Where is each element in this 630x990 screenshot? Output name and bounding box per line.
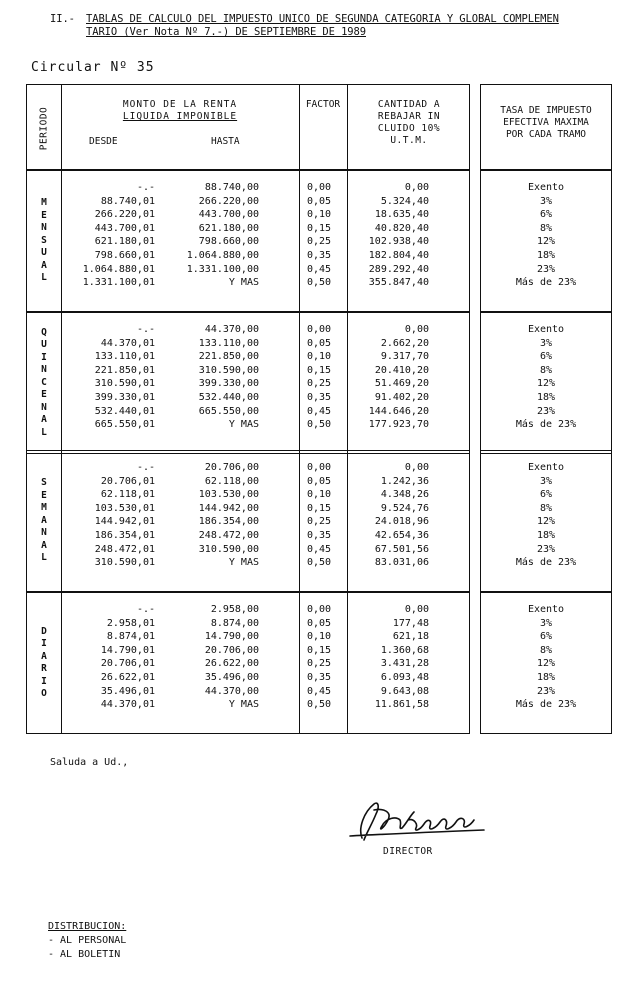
hasta-cell: 88.740,00 xyxy=(204,182,259,193)
hasta-cell: 8.874,00 xyxy=(210,617,259,629)
cantidad-cell: 182.804,40 xyxy=(368,249,429,261)
hasta-cell: 310.590,00 xyxy=(198,364,259,376)
desde-cell: 103.530,01 xyxy=(94,502,155,514)
tasa-cell: 23% xyxy=(536,685,556,697)
hasta-cell: 44.370,00 xyxy=(204,324,259,335)
cantidad-cell: 289.292,40 xyxy=(368,263,429,275)
desde-cell: -.- xyxy=(136,182,155,193)
factor-cell: 0,35 xyxy=(306,529,332,541)
distribution-item: - AL PERSONAL xyxy=(48,935,127,946)
table-row xyxy=(61,263,469,277)
hasta-header: HASTA xyxy=(211,136,240,147)
cantidad-cell: 0,00 xyxy=(404,604,429,615)
cantidad-cell: 67.501,56 xyxy=(374,543,429,555)
table-row xyxy=(61,556,469,570)
desde-header: DESDE xyxy=(89,136,118,147)
circular-number: Circular Nº 35 xyxy=(31,60,155,75)
hasta-cell: 35.496,00 xyxy=(204,671,259,683)
desde-cell: 1.331.100,01 xyxy=(82,277,155,289)
factor-cell: 0,10 xyxy=(306,351,332,363)
tasa-cell: Exento xyxy=(527,462,565,473)
desde-cell: 443.700,01 xyxy=(94,222,155,234)
tasa-cell: Más de 23% xyxy=(515,699,577,711)
tasa-cell: 6% xyxy=(539,209,553,221)
factor-cell: 0,15 xyxy=(306,222,332,234)
factor-cell: 0,45 xyxy=(306,543,332,555)
signature-title: DIRECTOR xyxy=(383,846,433,857)
desde-cell: 399.330,01 xyxy=(94,391,155,403)
tasa-cell: 12% xyxy=(536,236,556,248)
tasa-cell: 8% xyxy=(539,222,553,234)
factor-cell: 0,45 xyxy=(306,263,332,275)
cantidad-cell: 24.018,96 xyxy=(374,516,429,528)
hasta-cell: 443.700,00 xyxy=(198,209,259,221)
table-row xyxy=(61,364,469,378)
hasta-cell: 62.118,00 xyxy=(204,475,259,487)
desde-cell: 20.706,01 xyxy=(100,475,155,487)
tasa-block-quincenal xyxy=(480,312,612,454)
table-row xyxy=(61,405,469,419)
hasta-cell: Y MAS xyxy=(228,419,259,431)
document-heading xyxy=(50,13,620,39)
tasa-cell: 3% xyxy=(539,195,553,207)
factor-cell: 0,45 xyxy=(306,405,332,417)
hasta-cell: 399.330,00 xyxy=(198,378,259,390)
table-row xyxy=(61,617,469,631)
cantidad-cell: 11.861,58 xyxy=(374,699,429,711)
tasa-cell: 23% xyxy=(536,263,556,275)
tasa-cell: 23% xyxy=(536,405,556,417)
cantidad-cell: 2.662,20 xyxy=(380,337,429,349)
cantidad-cell: 6.093,48 xyxy=(380,671,429,683)
factor-cell: 0,25 xyxy=(306,378,332,390)
factor-cell: 0,25 xyxy=(306,658,332,670)
table-row xyxy=(61,515,469,529)
table-row xyxy=(61,235,469,249)
cantidad-cell: 1.360,68 xyxy=(380,644,429,656)
desde-cell: 186.354,01 xyxy=(94,529,155,541)
desde-cell: 62.118,01 xyxy=(100,489,155,501)
tasa-cell: 6% xyxy=(539,489,553,501)
table-row xyxy=(61,543,469,557)
factor-cell: 0,25 xyxy=(306,516,332,528)
table-row xyxy=(61,222,469,236)
heading-line1: TABLAS DE CALCULO DEL IMPUESTO UNICO DE SEGUNDA CATEGORIA Y GLOBAL COMPLEMEN xyxy=(86,13,559,25)
hasta-cell: 798.660,00 xyxy=(198,236,259,248)
cantidad-header: CANTIDAD A REBAJAR IN CLUIDO 10% U.T.M. xyxy=(377,99,441,146)
desde-cell: 35.496,01 xyxy=(100,685,155,697)
desde-cell: 798.660,01 xyxy=(94,249,155,261)
desde-cell: -.- xyxy=(136,604,155,615)
factor-cell: 0,00 xyxy=(306,182,332,193)
table-row xyxy=(61,671,469,685)
factor-cell: 0,00 xyxy=(306,604,332,615)
tasa-cell: Más de 23% xyxy=(515,277,577,289)
period-label: S E M A N A L xyxy=(41,477,47,564)
factor-cell: 0,15 xyxy=(306,502,332,514)
factor-cell: 0,35 xyxy=(306,391,332,403)
block-diario xyxy=(26,592,470,734)
distribution-title: DISTRIBUCION: xyxy=(48,921,127,932)
tasa-block-semanal xyxy=(480,450,612,592)
hasta-cell: 1.331.100,00 xyxy=(186,263,259,275)
tasa-cell: Exento xyxy=(527,182,565,193)
desde-cell: 310.590,01 xyxy=(94,378,155,390)
factor-cell: 0,50 xyxy=(306,419,332,431)
tasa-cell: Más de 23% xyxy=(515,557,577,569)
period-label: D I A R I O xyxy=(41,625,47,699)
table-row xyxy=(61,377,469,391)
distribution-item: - AL BOLETIN xyxy=(48,949,121,960)
desde-cell: 133.110,01 xyxy=(94,351,155,363)
factor-cell: 0,10 xyxy=(306,209,332,221)
closing-text: Saluda a Ud., xyxy=(50,757,129,768)
column-divider xyxy=(61,85,62,169)
hasta-cell: 20.706,00 xyxy=(204,644,259,656)
table-row xyxy=(61,657,469,671)
cantidad-cell: 621,18 xyxy=(392,631,429,643)
factor-cell: 0,45 xyxy=(306,685,332,697)
hasta-cell: Y MAS xyxy=(228,557,259,569)
heading-number: II.- xyxy=(50,13,75,25)
factor-cell: 0,00 xyxy=(306,462,332,473)
table-row xyxy=(61,603,469,617)
desde-cell: 44.370,01 xyxy=(100,699,155,711)
hasta-cell: 665.550,00 xyxy=(198,405,259,417)
hasta-cell: 621.180,00 xyxy=(198,222,259,234)
hasta-cell: 44.370,00 xyxy=(204,685,259,697)
cantidad-cell: 20.410,20 xyxy=(374,364,429,376)
table-row xyxy=(61,350,469,364)
desde-cell: 310.590,01 xyxy=(94,557,155,569)
factor-header: FACTOR xyxy=(305,99,341,110)
hasta-cell: 221.850,00 xyxy=(198,351,259,363)
cantidad-cell: 4.348,26 xyxy=(380,489,429,501)
tasa-cell: 8% xyxy=(539,364,553,376)
column-divider xyxy=(299,85,300,169)
tasa-cell: 3% xyxy=(539,617,553,629)
table-row xyxy=(61,644,469,658)
tasa-cell: Exento xyxy=(527,604,565,615)
factor-cell: 0,10 xyxy=(306,631,332,643)
heading-line2: TARIO (Ver Nota Nº 7.-) DE SEPTIEMBRE DE 1989 xyxy=(86,26,366,38)
factor-cell: 0,05 xyxy=(306,617,332,629)
factor-cell: 0,10 xyxy=(306,489,332,501)
block-semanal xyxy=(26,450,470,592)
tasa-cell: 18% xyxy=(536,671,556,683)
tasa-cell: 6% xyxy=(539,631,553,643)
desde-cell: 88.740,01 xyxy=(100,195,155,207)
cantidad-cell: 9.524,76 xyxy=(380,502,429,514)
table-row xyxy=(61,323,469,337)
hasta-cell: Y MAS xyxy=(228,277,259,289)
block-mensual xyxy=(26,170,470,312)
table-row xyxy=(61,630,469,644)
factor-cell: 0,50 xyxy=(306,557,332,569)
tasa-cell: 8% xyxy=(539,644,553,656)
factor-cell: 0,05 xyxy=(306,337,332,349)
factor-cell: 0,50 xyxy=(306,277,332,289)
tasa-header: TASA DE IMPUESTO EFECTIVA MAXIMA POR CADA TRAMO xyxy=(480,84,612,170)
cantidad-cell: 144.646,20 xyxy=(368,405,429,417)
hasta-cell: 1.064.880,00 xyxy=(186,249,259,261)
factor-cell: 0,25 xyxy=(306,236,332,248)
hasta-cell: 20.706,00 xyxy=(204,462,259,473)
desde-cell: 621.180,01 xyxy=(94,236,155,248)
cantidad-cell: 42.654,36 xyxy=(374,529,429,541)
cantidad-cell: 40.820,40 xyxy=(374,222,429,234)
table-row xyxy=(61,698,469,712)
cantidad-cell: 3.431,28 xyxy=(380,658,429,670)
signature xyxy=(344,790,504,850)
desde-cell: 532.440,01 xyxy=(94,405,155,417)
factor-cell: 0,15 xyxy=(306,364,332,376)
desde-cell: 248.472,01 xyxy=(94,543,155,555)
cantidad-cell: 83.031,06 xyxy=(374,557,429,569)
cantidad-cell: 177,48 xyxy=(392,617,429,629)
cantidad-cell: 9.643,08 xyxy=(380,685,429,697)
cantidad-cell: 91.402,20 xyxy=(374,391,429,403)
hasta-cell: 186.354,00 xyxy=(198,516,259,528)
factor-cell: 0,35 xyxy=(306,249,332,261)
hasta-cell: 133.110,00 xyxy=(198,337,259,349)
tasa-cell: 3% xyxy=(539,337,553,349)
desde-cell: 266.220,01 xyxy=(94,209,155,221)
cantidad-cell: 177.923,70 xyxy=(368,419,429,431)
table-row xyxy=(61,195,469,209)
tasa-block-mensual xyxy=(480,170,612,312)
desde-cell: 26.622,01 xyxy=(100,671,155,683)
tasa-cell: 12% xyxy=(536,516,556,528)
distribution xyxy=(48,920,126,962)
desde-cell: 144.942,01 xyxy=(94,516,155,528)
factor-cell: 0,05 xyxy=(306,475,332,487)
hasta-cell: 14.790,00 xyxy=(204,631,259,643)
table-row xyxy=(61,181,469,195)
desde-cell: -.- xyxy=(136,324,155,335)
table-row xyxy=(61,529,469,543)
desde-cell: 221.850,01 xyxy=(94,364,155,376)
desde-cell: -.- xyxy=(136,462,155,473)
cantidad-cell: 0,00 xyxy=(404,182,429,193)
period-label: Q U I N C E N A L xyxy=(41,326,47,438)
cantidad-cell: 355.847,40 xyxy=(368,277,429,289)
tasa-cell: 18% xyxy=(536,391,556,403)
table-row xyxy=(61,475,469,489)
cantidad-cell: 18.635,40 xyxy=(374,209,429,221)
tasa-cell: 3% xyxy=(539,475,553,487)
cantidad-cell: 0,00 xyxy=(404,462,429,473)
desde-cell: 20.706,01 xyxy=(100,658,155,670)
factor-cell: 0,35 xyxy=(306,671,332,683)
table-row xyxy=(61,208,469,222)
hasta-cell: Y MAS xyxy=(228,699,259,711)
periodo-header: PERIODO xyxy=(38,106,50,150)
block-quincenal xyxy=(26,312,470,454)
cantidad-cell: 0,00 xyxy=(404,324,429,335)
desde-cell: 2.958,01 xyxy=(106,617,155,629)
hasta-cell: 103.530,00 xyxy=(198,489,259,501)
table-row xyxy=(61,461,469,475)
factor-cell: 0,05 xyxy=(306,195,332,207)
hasta-cell: 2.958,00 xyxy=(210,604,259,615)
table-row xyxy=(61,502,469,516)
tasa-block-diario xyxy=(480,592,612,734)
tasa-cell: 8% xyxy=(539,502,553,514)
table-row xyxy=(61,337,469,351)
cantidad-cell: 102.938,40 xyxy=(368,236,429,248)
hasta-cell: 26.622,00 xyxy=(204,658,259,670)
desde-cell: 8.874,01 xyxy=(106,631,155,643)
table-row xyxy=(61,249,469,263)
desde-cell: 1.064.880,01 xyxy=(82,263,155,275)
tasa-cell: 12% xyxy=(536,378,556,390)
tasa-cell: 12% xyxy=(536,658,556,670)
tasa-cell: Exento xyxy=(527,324,565,335)
table-row xyxy=(61,685,469,699)
tasa-cell: 18% xyxy=(536,249,556,261)
tasa-cell: 6% xyxy=(539,351,553,363)
hasta-cell: 532.440,00 xyxy=(198,391,259,403)
cantidad-cell: 51.469,20 xyxy=(374,378,429,390)
desde-cell: 665.550,01 xyxy=(94,419,155,431)
cantidad-cell: 5.324,40 xyxy=(380,195,429,207)
hasta-cell: 248.472,00 xyxy=(198,529,259,541)
monto-header: MONTO DE LA RENTA LIQUIDA IMPONIBLE xyxy=(122,99,238,122)
factor-cell: 0,00 xyxy=(306,324,332,335)
tasa-cell: Más de 23% xyxy=(515,419,577,431)
table-header xyxy=(26,84,470,170)
hasta-cell: 144.942,00 xyxy=(198,502,259,514)
cantidad-cell: 9.317,70 xyxy=(380,351,429,363)
desde-cell: 14.790,01 xyxy=(100,644,155,656)
tasa-cell: 18% xyxy=(536,529,556,541)
table-row xyxy=(61,391,469,405)
tasa-cell: 23% xyxy=(536,543,556,555)
hasta-cell: 310.590,00 xyxy=(198,543,259,555)
period-label: M E N S U A L xyxy=(41,197,47,284)
table-row xyxy=(61,276,469,290)
hasta-cell: 266.220,00 xyxy=(198,195,259,207)
table-row xyxy=(61,418,469,432)
cantidad-cell: 1.242,36 xyxy=(380,475,429,487)
factor-cell: 0,15 xyxy=(306,644,332,656)
desde-cell: 44.370,01 xyxy=(100,337,155,349)
factor-cell: 0,50 xyxy=(306,699,332,711)
table-row xyxy=(61,488,469,502)
